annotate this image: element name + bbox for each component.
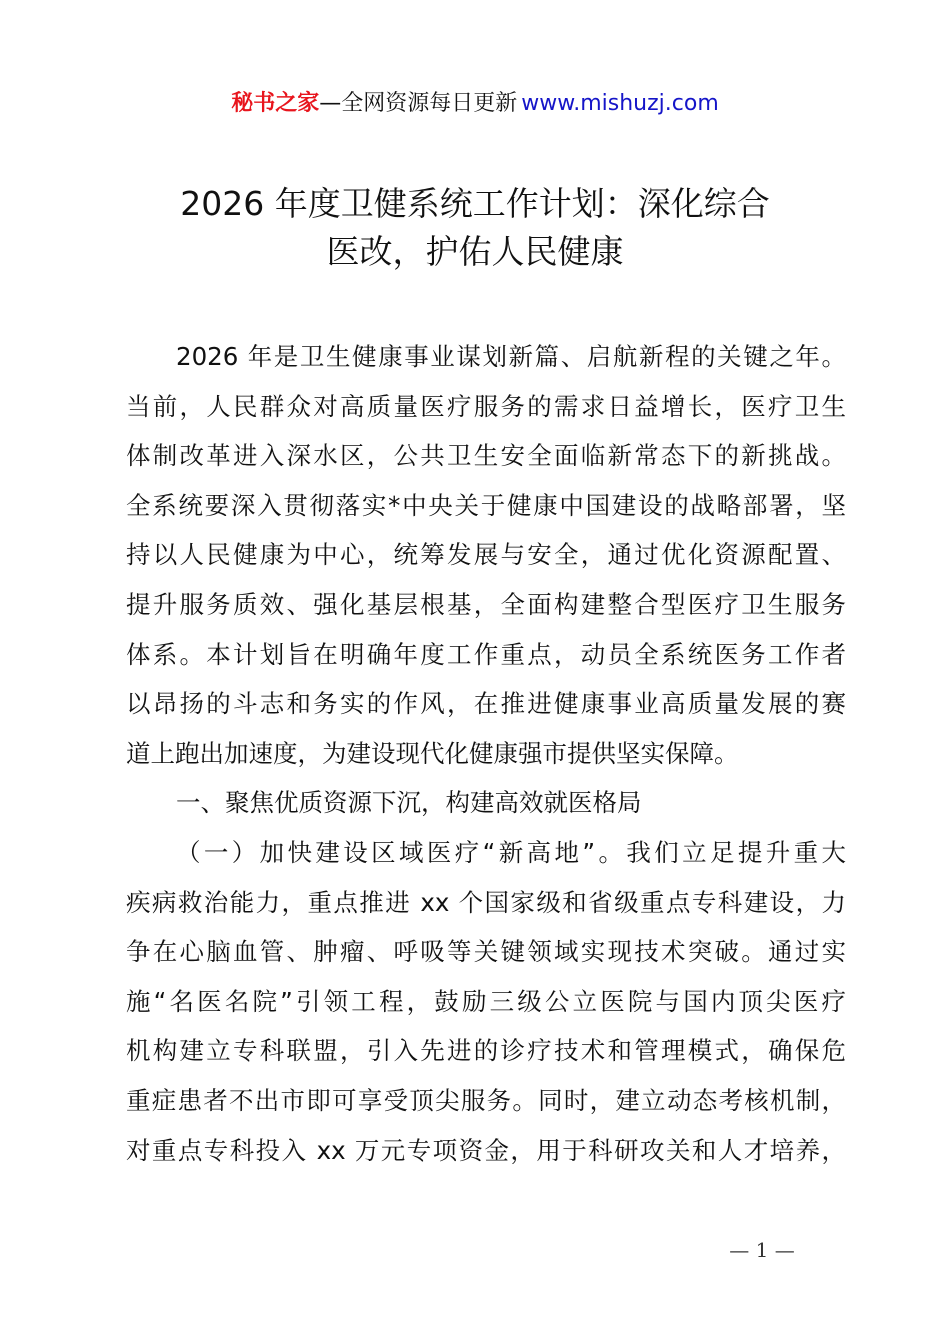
text-line: 对重点专科投入 xx 万元专项资金，用于科研攻关和人才培养， [126,1135,846,1165]
title-line: 医改，护佑人民健康 [326,232,624,271]
text-line: 机构建立专科联盟，引入先进的诊疗技术和管理模式，确保危 [126,1036,846,1066]
text-line: （一）加快建设区域医疗“新高地”。我们立足提升重大 [176,837,846,867]
text-line: 争在心脑血管、肿瘤、呼吸等关键领域实现技术突破。通过实 [126,937,846,967]
text-line: 疾病救治能力，重点推进 xx 个国家级和省级重点专科建设，力 [126,887,846,917]
text-line: 重症患者不出市即可享受顶尖服务。同时，建立动态考核机制， [126,1085,846,1115]
document-body [126,332,846,1175]
text-line: 提升服务质效、强化基层根基，全面构建整合型医疗卫生服务 [126,589,846,619]
text-line: 道上跑出加速度，为建设现代化健康强市提供坚实保障。 [126,738,739,768]
section-heading [126,778,846,828]
text-line: 全系统要深入贯彻落实*中央关于健康中国建设的战略部署，坚 [126,490,846,520]
text-line: 2026 年是卫生健康事业谋划新篇、启航新程的关键之年。 [176,342,846,371]
section-heading-text: 一、聚焦优质资源下沉，构建高效就医格局 [176,788,642,818]
text-line: 当前，人民群众对高质量医疗服务的需求日益增长，医疗卫生 [126,391,846,421]
page-number: — 1 — [729,1238,795,1262]
document-title [0,180,950,276]
brand-name: 秘书之家 [231,91,320,116]
text-line: 以昂扬的斗志和务实的作风，在推进健康事业高质量发展的赛 [126,689,846,719]
text-line: 体系。本计划旨在明确年度工作重点，动员全系统医务工作者 [126,639,846,669]
site-header [0,86,950,122]
header-slogan: —全网资源每日更新 [319,91,518,116]
text-line: 施“名医名院”引领工程，鼓励三级公立医院与国内顶尖医疗 [126,986,846,1016]
site-url-link[interactable]: www.mishuzj.com [521,91,719,116]
subsection-paragraph [126,828,846,1175]
title-line: 2026 年度卫健系统工作计划：深化综合 [180,184,770,223]
text-line: 持以人民健康为中心，统筹发展与安全，通过优化资源配置、 [126,540,846,570]
intro-paragraph [126,332,846,778]
text-line: 体制改革进入深水区，公共卫生安全面临新常态下的新挑战。 [126,441,846,471]
